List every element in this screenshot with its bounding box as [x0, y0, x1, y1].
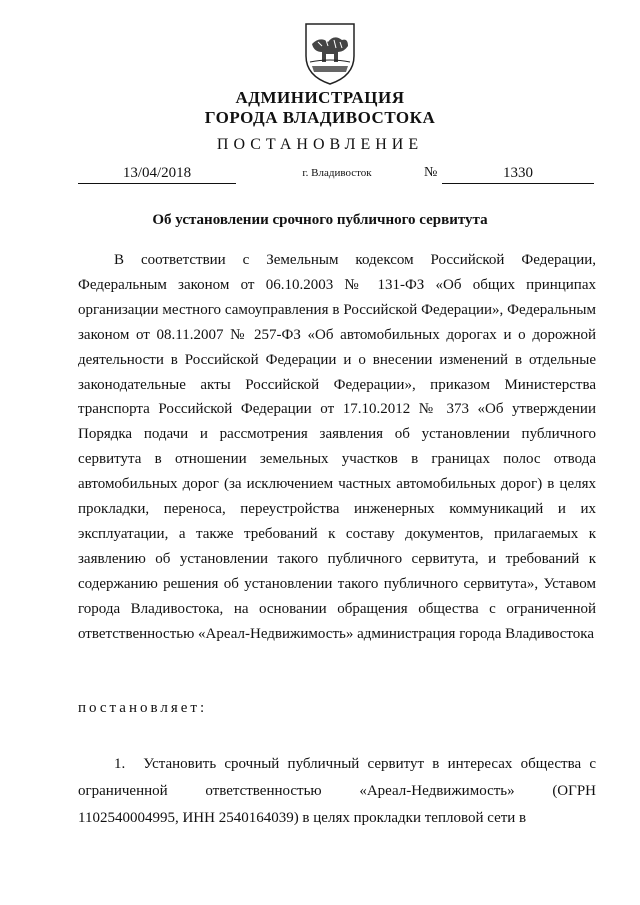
decree-word: постановляет: [78, 700, 208, 716]
org-name-line2: ГОРОДА ВЛАДИВОСТОКА [204, 108, 436, 127]
document-title: Об установлении срочного публичного сервитута [152, 212, 488, 228]
preamble-paragraph: В соответствии с Земельным кодексом Российской Федерации, Федеральным законом от 06.10.2003 № 131-ФЗ «Об общих принципах организации местного самоуправления в Российской Федерации», Федеральным законом от 08.11.2007 № 257-ФЗ «Об автомобильных дорогах и о дорожной деятельности в Российской Федерации и о внесении изменений в отдельные законодательные акты Российской Федерации», приказом Министерства транспорта Российской Федерации от 17.10.2012 № 373 «Об утверждении Порядка подачи и рассмотрения заявления об установлении публичного сервитута в отношении земельных участков в границах полос отвода автомобильных дорог (за исключением частных автомобильных дорог) в целях прокладки, переноса, переустройства инженерных коммуникаций и их эксплуатации, а также требований к составу документов, прилагаемых к заявлению об установлении такого публичного сервитута, и требований к содержанию решения об установлении такого публичного сервитута», Уставом города Владивостока, на основании обращения общества с ограниченной ответственностью «Ареал-Недвижимость» администрация города Владивостока [78, 252, 596, 642]
list-item-text: Установить срочный публичный сервитут в интересах общества с ограниченной ответственностью «Ареал-Недвижимость» (ОГРН 1102540004995, ИНН 2540164039) в целях прокладки тепловой сети в [78, 756, 596, 826]
vladivostok-coat-of-arms-icon [298, 18, 362, 86]
document-number: 1330 [442, 165, 594, 184]
document-number-label: № [424, 165, 438, 180]
document-type: ПОСТАНОВЛЕНИЕ [216, 136, 424, 153]
document-date: 13/04/2018 [78, 165, 236, 184]
list-item [78, 751, 596, 832]
org-name-line1: АДМИНИСТРАЦИЯ [235, 88, 405, 107]
list-item-number: 1. [114, 756, 126, 772]
document-city: г. Владивосток [302, 167, 372, 179]
